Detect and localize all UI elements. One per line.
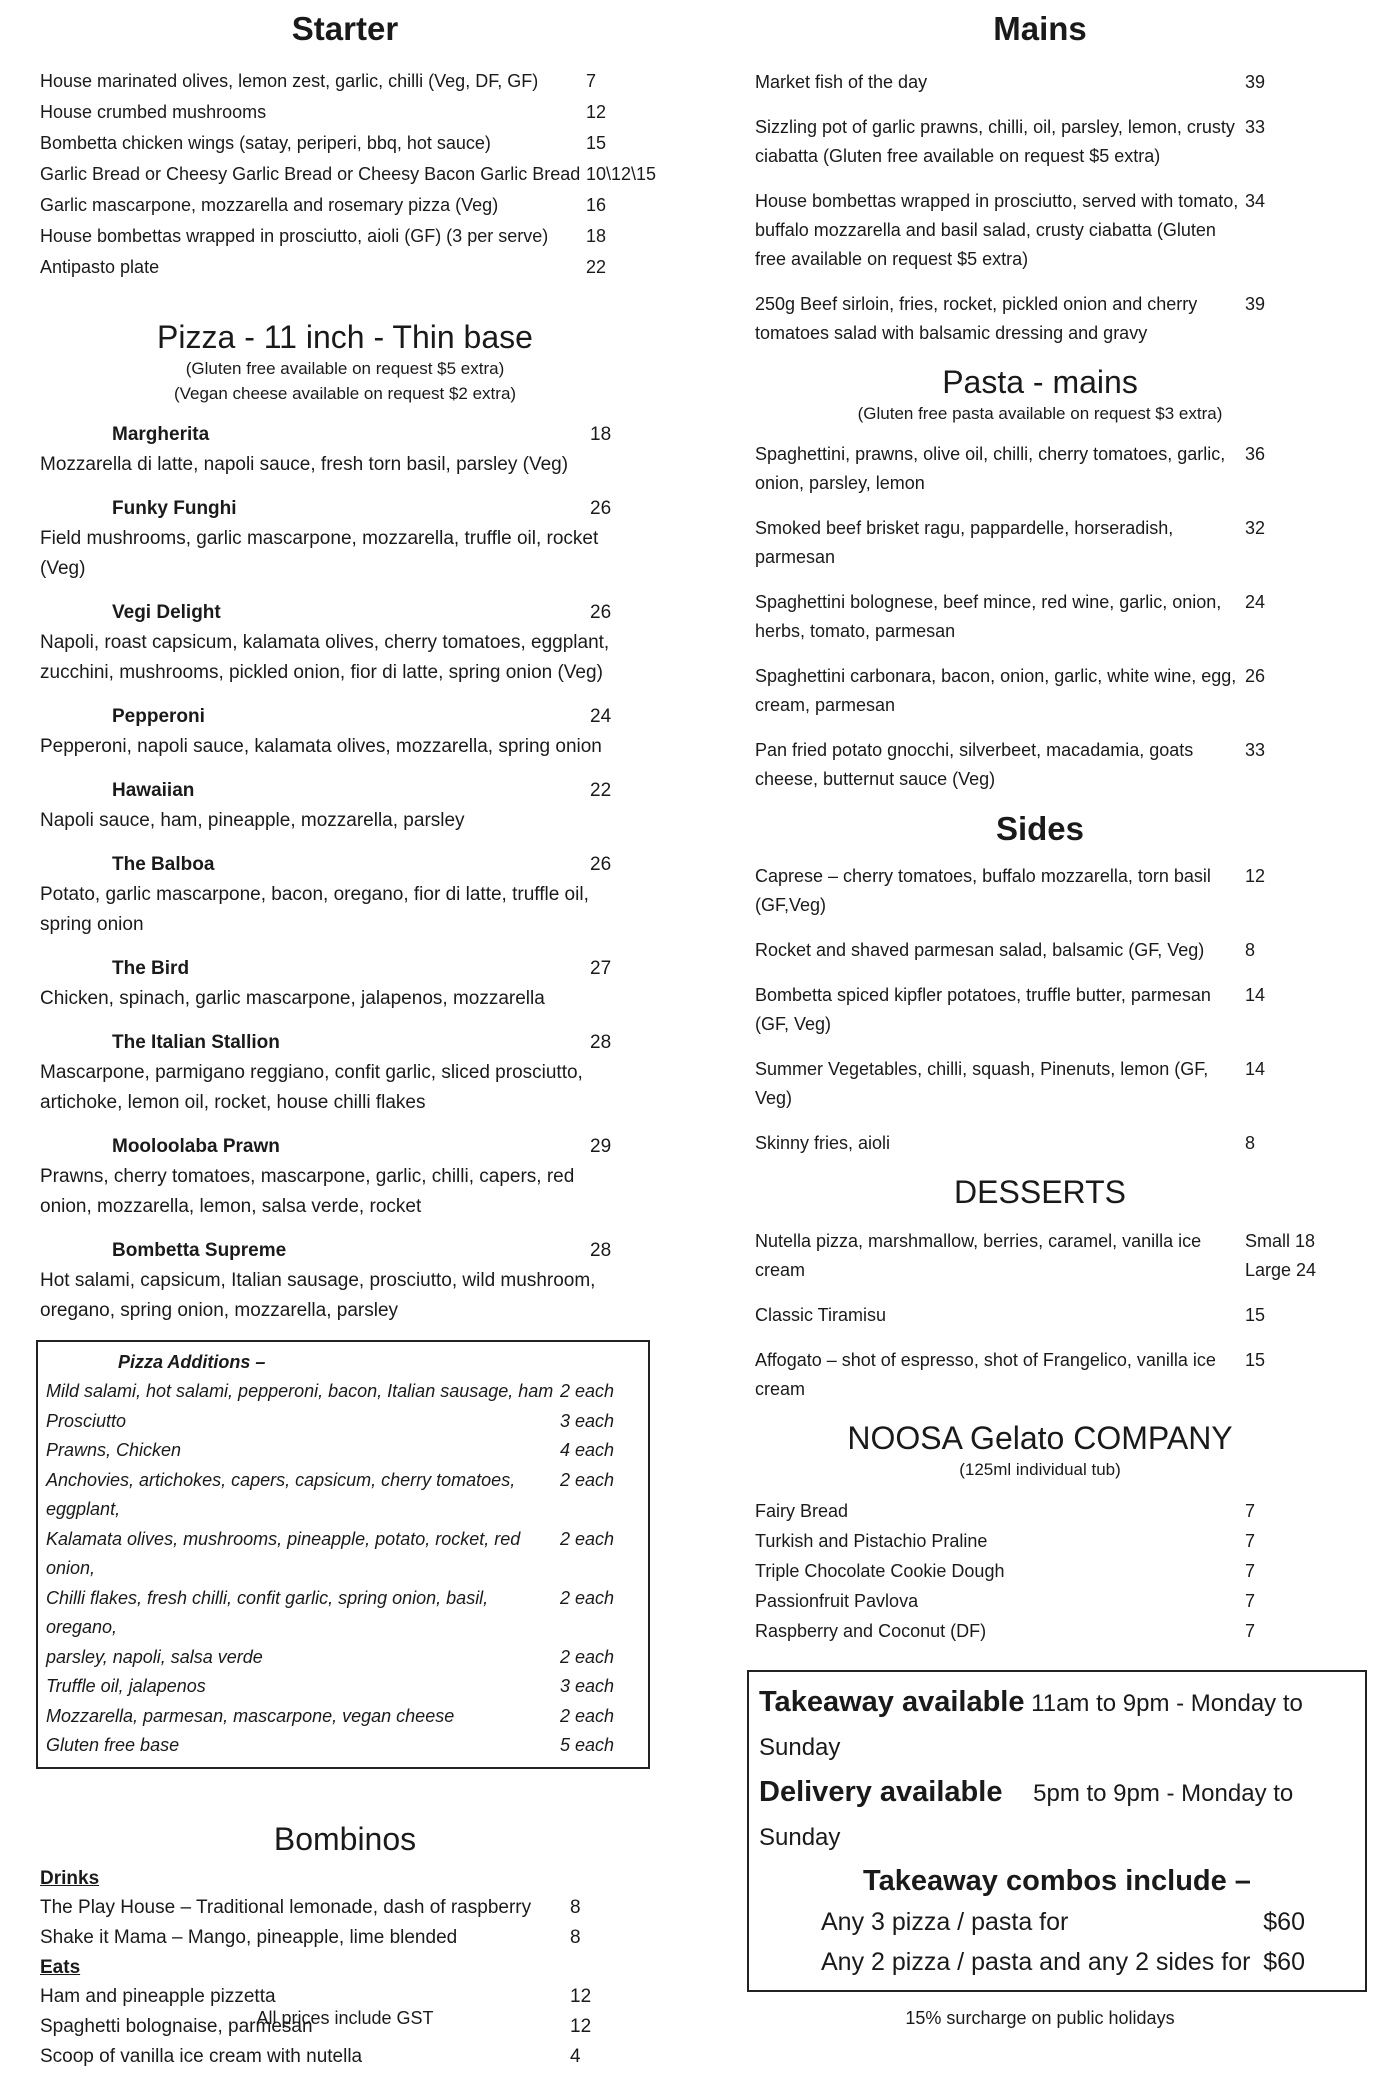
item-price: 4 each: [560, 1440, 615, 1460]
sides-list: [755, 862, 1325, 1158]
pizza-item: [40, 702, 650, 762]
item-price: 15: [1245, 1305, 1266, 1325]
starter-item: [40, 252, 650, 283]
gelato-item: [755, 1616, 1325, 1646]
item-price: 2 each: [560, 1469, 615, 1490]
additions-list: [46, 1377, 620, 1761]
item-price: 36: [1245, 444, 1266, 464]
item-name: Spaghettini, prawns, olive oil, chilli, cherry tomatoes, garlic, onion, parsley, lemon: [755, 444, 1226, 493]
pizza-item: [40, 776, 650, 836]
item-name: 250g Beef sirloin, fries, rocket, pickled onion and cherry tomatoes salad with balsamic dressing and gravy: [755, 294, 1198, 343]
item-name: House bombettas wrapped in prosciutto, aioli (GF) (3 per serve): [40, 226, 549, 246]
pizza-item: [40, 954, 650, 1014]
pizza-item: [40, 1132, 650, 1222]
item-name: House marinated olives, lemon zest, garlic, chilli (Veg, DF, GF): [40, 71, 539, 91]
combos-list: [759, 1902, 1355, 1982]
eats-item: [40, 2042, 650, 2072]
pizza-additions-box: [36, 1340, 650, 1769]
pizza-price: 26: [590, 854, 612, 875]
pasta-note: (Gluten free pasta available on request $3 extra): [857, 404, 1223, 423]
mains-title: Mains: [993, 10, 1087, 47]
pasta-item: [755, 514, 1325, 572]
item-name: Market fish of the day: [755, 72, 928, 92]
pizza-list: [40, 420, 650, 1326]
takeaway-label: Takeaway available: [759, 1686, 1025, 1718]
item-name: The Play House – Traditional lemonade, dash of raspberry: [40, 1896, 532, 1918]
drinks-list: [40, 1893, 650, 1953]
item-price: 8: [570, 1926, 581, 1948]
item-name: parsley, napoli, salsa verde: [46, 1646, 263, 1667]
item-name: Skinny fries, aioli: [755, 1133, 891, 1153]
side-item: [755, 862, 1325, 920]
item-price: 4: [570, 2045, 581, 2067]
item-price: 39: [1245, 72, 1266, 92]
item-name: Garlic Bread or Cheesy Garlic Bread or Cheesy Bacon Garlic Bread: [40, 164, 581, 184]
pizza-name-row: [40, 1236, 650, 1266]
pizza-name: Pepperoni: [112, 706, 205, 727]
combo-price: $60: [1263, 1948, 1305, 1976]
drinks-label: Drinks: [40, 1867, 100, 1889]
item-price: 7: [586, 71, 597, 91]
side-item: [755, 981, 1325, 1039]
drink-item: [40, 1923, 650, 1953]
starter-item: [40, 66, 650, 97]
addition-item: [46, 1672, 620, 1702]
takeaway-hours: to 9pm - Monday to Sunday: [759, 1690, 1303, 1761]
addition-item: [46, 1377, 620, 1407]
item-name: Passionfruit Pavlova: [755, 1591, 919, 1611]
dessert-item: [755, 1227, 1325, 1285]
item-name: Caprese – cherry tomatoes, buffalo mozzarella, torn basil (GF,Veg): [755, 866, 1211, 915]
pizza-price: 26: [590, 498, 612, 519]
item-price: 2 each: [560, 1528, 615, 1549]
item-price: Small 18: [1245, 1231, 1316, 1251]
gelato-title: NOOSA Gelato COMPANY: [847, 1420, 1233, 1456]
pizza-name: Hawaiian: [112, 780, 195, 801]
pizza-description: Field mushrooms, garlic mascarpone, mozzarella, truffle oil, rocket (Veg): [40, 528, 599, 579]
item-price: 18: [586, 226, 607, 246]
item-price: 7: [1245, 1591, 1256, 1611]
item-name: Garlic mascarpone, mozzarella and rosemary pizza (Veg): [40, 195, 499, 215]
item-name: Nutella pizza, marshmallow, berries, caramel, vanilla ice cream: [755, 1231, 1202, 1280]
item-name: Summer Vegetables, chilli, squash, Pinenuts, lemon (GF, Veg): [755, 1059, 1209, 1108]
item-price: 15: [1245, 1350, 1266, 1370]
pizza-name-row: [40, 1028, 650, 1058]
starter-item: [40, 159, 657, 190]
item-name: Spaghettini bolognese, beef mince, red wine, garlic, onion, herbs, tomato, parmesan: [755, 592, 1222, 641]
item-name: Truffle oil, jalapenos: [46, 1676, 206, 1696]
addition-item: [46, 1466, 620, 1525]
pizza-price: 24: [590, 706, 612, 727]
item-name: Mild salami, hot salami, pepperoni, bacon, Italian sausage, ham: [46, 1381, 554, 1401]
item-price: 2 each: [560, 1381, 615, 1401]
item-price: 39: [1245, 294, 1266, 314]
pizza-name-row: [40, 598, 650, 628]
pizza-description: Prawns, cherry tomatoes, mascarpone, garlic, chilli, capers, red onion, mozzarella, lemon, salsa verde, rocket: [40, 1166, 575, 1217]
item-name: Anchovies, artichokes, capers, capsicum, cherry tomatoes, eggplant,: [46, 1469, 516, 1519]
pizza-note-gluten: (Gluten free available on request $5 extra): [185, 359, 505, 378]
item-name: House bombettas wrapped in prosciutto, served with tomato, buffalo mozzarella and basil salad, crusty ciabatta (Gluten free available on request $5 extra): [755, 191, 1239, 269]
drink-item: [40, 1893, 650, 1923]
item-name: Mozzarella, parmesan, mascarpone, vegan cheese: [46, 1705, 455, 1726]
item-price: 24: [1245, 592, 1266, 612]
item-name: Classic Tiramisu: [755, 1305, 887, 1325]
pizza-name: The Bird: [112, 958, 190, 979]
pasta-item: [755, 588, 1325, 646]
pizza-price: 29: [590, 1136, 612, 1157]
item-name: Affogato – shot of espresso, shot of Frangelico, vanilla ice cream: [755, 1350, 1216, 1399]
item-name: Spaghetti bolognaise, parmesan: [40, 2015, 313, 2037]
pizza-description: Chicken, spinach, garlic mascarpone, jalapenos, mozzarella: [40, 988, 545, 1009]
pizza-description: Hot salami, capsicum, Italian sausage, prosciutto, wild mushroom, oregano, spring onion, mozzarella, parsley: [40, 1270, 596, 1321]
item-name: Raspberry and Coconut (DF): [755, 1621, 987, 1641]
addition-item: [46, 1584, 620, 1643]
additions-title: Pizza Additions –: [118, 1352, 266, 1372]
item-price-block: [1245, 1227, 1325, 1285]
addition-item: [46, 1702, 620, 1732]
bombinos-section: [40, 1864, 650, 2072]
pasta-title: Pasta - mains: [942, 364, 1138, 400]
item-name: Triple Chocolate Cookie Dough: [755, 1561, 1005, 1581]
pizza-price: 28: [590, 1032, 612, 1053]
item-price: 32: [1245, 518, 1266, 538]
starter-title: Starter: [291, 10, 399, 47]
addition-item: [46, 1525, 620, 1584]
item-name: Fairy Bread: [755, 1501, 849, 1521]
item-price: 12: [570, 2015, 592, 2037]
delivery-label: Delivery available: [759, 1776, 1003, 1808]
item-name: Antipasto plate: [40, 257, 160, 277]
combo-item: [759, 1902, 1355, 1942]
desserts-title: DESSERTS: [954, 1174, 1126, 1210]
item-price: 8: [1245, 940, 1256, 960]
item-name: Kalamata olives, mushrooms, pineapple, potato, rocket, red onion,: [46, 1528, 521, 1578]
pizza-name: The Balboa: [112, 854, 215, 875]
item-price: 5 each: [560, 1735, 615, 1755]
pizza-name-row: [40, 776, 650, 806]
mains-item: [755, 290, 1325, 348]
pizza-name-row: [40, 850, 650, 880]
item-name: Shake it Mama – Mango, pineapple, lime blended: [40, 1926, 458, 1948]
gelato-item: [755, 1526, 1325, 1556]
item-price: 7: [1245, 1531, 1256, 1551]
starter-item: [40, 128, 650, 159]
left-column: [40, 0, 657, 2072]
item-price: 7: [1245, 1621, 1256, 1641]
pizza-price: 26: [590, 602, 612, 623]
addition-item: [46, 1731, 620, 1761]
combo-name: Any 3 pizza / pasta for: [821, 1908, 1069, 1936]
takeaway-line: [759, 1680, 1355, 1770]
addition-item: [46, 1436, 620, 1466]
pizza-name: Margherita: [112, 424, 210, 445]
gelato-note: (125ml individual tub): [959, 1460, 1121, 1479]
gelato-item: [755, 1586, 1325, 1616]
addition-item: [46, 1407, 620, 1437]
pasta-item: [755, 440, 1325, 498]
item-name: Ham and pineapple pizzetta: [40, 1985, 276, 2007]
starter-list: [40, 66, 657, 283]
pizza-price: 28: [590, 1240, 612, 1261]
starter-item: [40, 97, 650, 128]
item-name: Bombetta chicken wings (satay, periperi, bbq, hot sauce): [40, 133, 491, 153]
item-price: 12: [1245, 866, 1266, 886]
pizza-item: [40, 420, 650, 480]
item-price: 2 each: [560, 1587, 615, 1608]
item-name: Turkish and Pistachio Praline: [755, 1531, 988, 1551]
right-column: [755, 0, 1325, 1992]
item-price: 7: [1245, 1561, 1256, 1581]
pizza-name-row: [40, 1132, 650, 1162]
item-price: 12: [570, 1985, 592, 2007]
item-price: 33: [1245, 117, 1266, 137]
pizza-item: [40, 1028, 650, 1118]
pizza-title: Pizza - 11 inch - Thin base: [157, 319, 533, 355]
item-price: 2 each: [560, 1705, 615, 1726]
pizza-item: [40, 494, 650, 584]
item-price: 3 each: [560, 1410, 615, 1431]
combo-name: Any 2 pizza / pasta and any 2 sides for: [821, 1948, 1251, 1976]
pizza-description: Mascarpone, parmigano reggiano, confit garlic, sliced prosciutto, artichoke, lemon oil, rocket, house chilli flakes: [40, 1062, 583, 1113]
mains-item: [755, 187, 1325, 274]
pizza-price: 22: [590, 780, 612, 801]
gelato-list: [755, 1496, 1325, 1646]
footer-surcharge-note: 15% surcharge on public holidays: [905, 2008, 1175, 2028]
mains-item: [755, 113, 1325, 171]
item-price: 10\12\15: [586, 164, 657, 184]
item-price: 33: [1245, 740, 1266, 760]
item-price: 8: [1245, 1133, 1256, 1153]
starter-item: [40, 221, 650, 252]
pizza-price: 27: [590, 958, 612, 979]
gelato-item: [755, 1556, 1325, 1586]
bombinos-title: Bombinos: [273, 1820, 417, 1857]
item-name: Prosciutto: [46, 1410, 127, 1431]
item-name: Prawns, Chicken: [46, 1440, 182, 1460]
item-price: 7: [1245, 1501, 1256, 1521]
pizza-name: Mooloolaba Prawn: [112, 1136, 280, 1157]
item-price: 26: [1245, 666, 1266, 686]
item-price: 15: [586, 133, 607, 153]
pizza-item: [40, 598, 650, 688]
gelato-item: [755, 1496, 1325, 1526]
dessert-item: [755, 1346, 1325, 1404]
item-name: Chilli flakes, fresh chilli, confit garlic, spring onion, basil, oregano,: [46, 1587, 489, 1637]
item-price: 12: [586, 102, 607, 122]
item-name: Spaghettini carbonara, bacon, onion, garlic, white wine, egg, cream, parmesan: [755, 666, 1237, 715]
delivery-line: [759, 1770, 1355, 1860]
item-price: 3 each: [560, 1676, 615, 1696]
item-price: 14: [1245, 985, 1266, 1005]
pizza-item: [40, 850, 650, 940]
item-price: 2 each: [560, 1646, 615, 1667]
addition-item: [46, 1643, 620, 1673]
pizza-name: Bombetta Supreme: [112, 1240, 287, 1261]
pizza-description: Napoli, roast capsicum, kalamata olives, cherry tomatoes, eggplant, zucchini, mushrooms, pickled onion, fior di latte, spring onion (Veg): [40, 632, 610, 683]
item-name: Sizzling pot of garlic prawns, chilli, oil, parsley, lemon, crusty ciabatta (Gluten free available on request $5 extra): [755, 117, 1235, 166]
item-price-block: [1245, 1301, 1325, 1330]
item-name: Rocket and shaved parmesan salad, balsamic (GF, Veg): [755, 940, 1205, 960]
pizza-name-row: [40, 420, 650, 450]
side-item: [755, 1129, 1325, 1158]
pizza-name-row: [40, 954, 650, 984]
delivery-hours: 5pm to 9pm - Monday to Sunday: [759, 1780, 1294, 1851]
pasta-list: [755, 440, 1325, 794]
pizza-description: Napoli sauce, ham, pineapple, mozzarella, parsley: [40, 810, 465, 831]
eats-item: [40, 1982, 650, 2012]
side-item: [755, 1055, 1325, 1113]
item-price-block: [1245, 1346, 1325, 1404]
pizza-description: Pepperoni, napoli sauce, kalamata olives, mozzarella, spring onion: [40, 736, 602, 757]
item-name: Pan fried potato gnocchi, silverbeet, macadamia, goats cheese, butternut sauce (Veg): [755, 740, 1194, 789]
combos-title: Takeaway combos include –: [863, 1865, 1251, 1897]
combo-item: [759, 1942, 1355, 1982]
item-price: 34: [1245, 191, 1266, 211]
pizza-description: Mozzarella di latte, napoli sauce, fresh torn basil, parsley (Veg): [40, 454, 569, 475]
sides-title: Sides: [995, 810, 1085, 847]
pizza-description: Potato, garlic mascarpone, bacon, oregano, fior di latte, truffle oil, spring onion: [40, 884, 589, 935]
mains-list: [755, 68, 1325, 348]
item-name: Bombetta spiced kipfler potatoes, truffle butter, parmesan (GF, Veg): [755, 985, 1211, 1034]
mains-item: [755, 68, 1325, 97]
pizza-name: Vegi Delight: [112, 602, 221, 623]
item-name: Scoop of vanilla ice cream with nutella: [40, 2045, 363, 2067]
pizza-note-vegan: (Vegan cheese available on request $2 extra): [173, 384, 517, 403]
pizza-name-row: [40, 702, 650, 732]
item-name: House crumbed mushrooms: [40, 102, 267, 122]
pizza-item: [40, 1236, 650, 1326]
pizza-name: The Italian Stallion: [112, 1032, 280, 1053]
pasta-item: [755, 662, 1325, 720]
item-price: 22: [586, 257, 607, 277]
takeaway-box: [747, 1670, 1367, 1992]
item-price-large: Large 24: [1245, 1260, 1317, 1280]
eats-label: Eats: [40, 1956, 81, 1978]
desserts-list: [755, 1227, 1325, 1404]
pizza-price: 18: [590, 424, 612, 445]
pizza-name: Funky Funghi: [112, 498, 237, 519]
item-price: 8: [570, 1896, 581, 1918]
pasta-item: [755, 736, 1325, 794]
item-price: 16: [586, 195, 607, 215]
item-name: Gluten free base: [46, 1735, 180, 1755]
footer-gst-note: All prices include GST: [256, 2008, 434, 2028]
starter-item: [40, 190, 650, 221]
takeaway-time: 11am: [1031, 1690, 1090, 1717]
dessert-item: [755, 1301, 1325, 1330]
combo-price: $60: [1263, 1908, 1305, 1936]
item-price: 14: [1245, 1059, 1266, 1079]
item-name: Smoked beef brisket ragu, pappardelle, horseradish, parmesan: [755, 518, 1174, 567]
side-item: [755, 936, 1325, 965]
pizza-name-row: [40, 494, 650, 524]
